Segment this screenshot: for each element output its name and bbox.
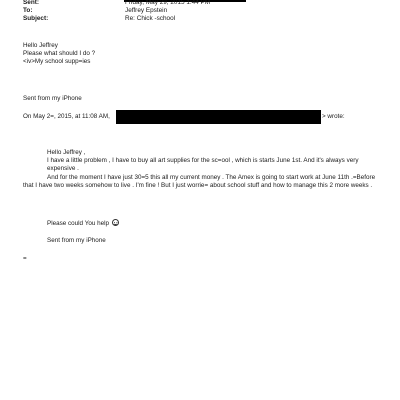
subject-label: Subject: — [23, 15, 49, 22]
quote-greeting: Hello Jeffrey , — [47, 149, 86, 156]
reply-line-1: Please what should I do ? — [23, 50, 96, 57]
reply-line-2: <iv>My school supp=ies — [23, 58, 91, 65]
reply-signature: Sent from my iPhone — [23, 95, 82, 102]
subject-value: Re: Chick -school — [125, 15, 176, 22]
quote-paragraph-2: And for the moment I have just 30=5 this all my current money . The Amex is going to start work at June 11th .=Before that I have two weeks somehow to live . I'm fine ! But I just worrie= about school stuff and how to manage this 2 more weeks . — [23, 174, 376, 190]
to-row — [23, 7, 383, 15]
redaction-box — [116, 110, 321, 124]
reply-greeting: Hello Jeffrey — [23, 42, 58, 49]
quote-help-row — [47, 219, 119, 228]
trailing-mark: = — [23, 255, 27, 262]
sent-row — [23, 0, 383, 7]
sent-label: Sent: — [23, 0, 39, 6]
smiley-icon — [112, 219, 119, 226]
to-value: Jeffrey Epstein — [125, 7, 168, 14]
sent-value: Friday, May 29, 2015 1:44 PM — [125, 0, 211, 6]
to-label: To: — [23, 7, 33, 14]
quote-signature: Sent from my iPhone — [47, 237, 106, 244]
subject-row — [23, 15, 383, 23]
quote-paragraph-1: I have a little problem , I have to buy all art supplies for the sc=ool , which is starts June 1st. And it's always very expensive . — [47, 157, 359, 173]
quote-help-text: Please could You help — [47, 220, 109, 227]
quote-attribution-prefix: On May 2=, 2015, at 11:08 AM, — [23, 113, 110, 120]
quote-attribution-suffix: > wrote: — [322, 113, 345, 120]
